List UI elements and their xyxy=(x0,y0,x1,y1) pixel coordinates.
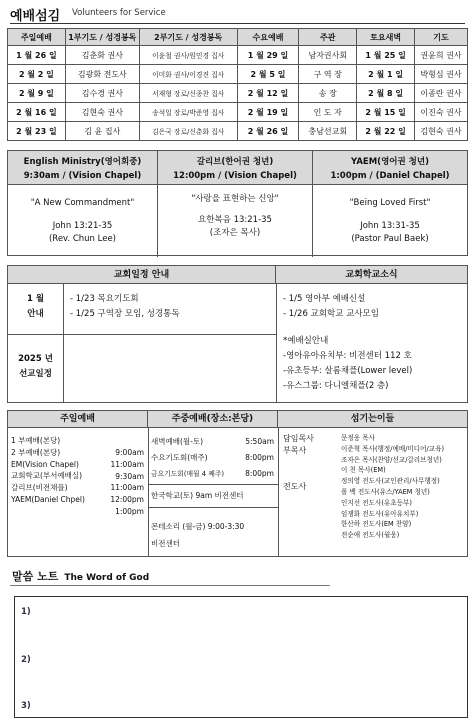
scripture-verse: 요한복음 13:21-35 xyxy=(198,215,272,225)
table-cell: 구 역 장 xyxy=(299,65,357,84)
staff-name: 폴 백 전도사(유스/YAEM 청년) xyxy=(341,487,430,496)
table-cell: 2 월 9 일 xyxy=(8,84,66,103)
table-cell: 2 월 22 일 xyxy=(357,122,415,141)
preacher: (Pastor Paul Baek) xyxy=(351,234,429,244)
service-entry: 갈리브(비전채플) xyxy=(11,483,68,493)
table-cell: 김 윤 집사 xyxy=(65,122,139,141)
service-galib xyxy=(158,151,313,257)
korean-school: 한국학교(토) 9am 비전센터 xyxy=(151,491,244,500)
table-cell: 2 월 8 일 xyxy=(357,84,415,103)
bulletin-header xyxy=(10,2,465,24)
services-panel xyxy=(7,150,468,256)
column-header: 주일예배 xyxy=(8,29,66,46)
table-row xyxy=(8,122,468,141)
table-cell: 인 도 자 xyxy=(299,103,357,122)
table-cell: 2 월 1 일 xyxy=(357,65,415,84)
table-cell: 서재형 장로/신종찬 집사 xyxy=(139,84,237,103)
weekday-service: 새벽예배(월-토) xyxy=(151,437,204,446)
service-time: 9:30am / (Vision Chapel) xyxy=(23,171,142,181)
service-entry: 1 부예배(본당) xyxy=(11,436,61,445)
weekday-row xyxy=(151,434,276,450)
preacher: (Rev. Chun Lee) xyxy=(48,234,116,244)
table-cell: 2 월 15 일 xyxy=(357,103,415,122)
divider xyxy=(63,284,64,402)
table-cell: 김은국 장로/신춘화 집사 xyxy=(139,122,237,141)
sermon-title: "사랑을 표현하는 신앙" xyxy=(191,194,279,204)
divider xyxy=(10,585,330,586)
montessori-location: 비전센터 xyxy=(151,539,180,548)
service-name: English Ministry(영어회중) xyxy=(23,157,142,167)
sermon-title: "A New Commandment" xyxy=(30,198,135,208)
table-row xyxy=(8,65,468,84)
staff-name: 문정웅 목사 xyxy=(341,434,375,442)
list-item: -유초등부: 살롬채플(Lower level) xyxy=(283,366,413,376)
service-entry: 교회학교(부서예배실) xyxy=(11,471,83,481)
table-cell: 2 월 19 일 xyxy=(237,103,299,122)
list-item: -유스그룹: 다니엘채플(2 층) xyxy=(283,381,389,391)
notes-title-english: The Word of God xyxy=(64,573,150,583)
divider xyxy=(8,334,276,335)
service-time: 1:00pm xyxy=(115,506,144,516)
month-label: 안내 xyxy=(27,309,44,319)
table-cell: 2 월 23 일 xyxy=(8,122,66,141)
column-header: 1부기도 / 성경봉독 xyxy=(65,29,139,46)
table-cell: 이미화 권사/이경진 집사 xyxy=(139,65,237,84)
staff-name: 이 천 목사(EM) xyxy=(341,466,386,475)
service-time: 1:00pm / (Daniel Chapel) xyxy=(330,171,450,181)
notes-title-bar xyxy=(12,568,149,584)
preacher: (조자은 목사) xyxy=(209,228,261,238)
table-cell: 이종란 권사 xyxy=(415,84,468,103)
table-cell: 2 월 12 일 xyxy=(237,84,299,103)
table-header-row xyxy=(8,29,468,46)
table-cell: 2 월 26 일 xyxy=(237,122,299,141)
service-entry: YAEM(Daniel Chpel) xyxy=(11,494,85,504)
column-header: 2부기도 / 성경봉독 xyxy=(139,29,237,46)
note-line-label: 1) xyxy=(21,607,31,617)
service-time: 11:00am xyxy=(110,459,144,469)
scripture-verse: John 13:31-35 xyxy=(360,221,420,231)
list-item: *예배실안내 xyxy=(283,336,329,346)
service-entry: EM(Vision Chapel) xyxy=(11,459,79,469)
volunteer-table xyxy=(7,28,468,141)
staff-name: 전순애 전도사(월웅) xyxy=(341,531,400,540)
staff-name: 조자은 목사(찬양/선교/갈리브청년) xyxy=(341,455,442,464)
column-header: 토요새벽 xyxy=(357,29,415,46)
staff-name: 한산하 전도사(EM 찬양) xyxy=(341,520,412,529)
year-label: 2025 년 xyxy=(18,354,53,364)
table-cell: 남자권사회 xyxy=(299,46,357,65)
table-cell: 1 월 29 일 xyxy=(237,46,299,65)
table-row xyxy=(8,103,468,122)
column-header: 수요예배 xyxy=(237,29,299,46)
table-cell: 권윤희 권사 xyxy=(415,46,468,65)
service-time: 12:00pm xyxy=(110,495,144,505)
worship-schedule-panel xyxy=(7,410,468,557)
service-entry: 2 부예배(본당) xyxy=(11,447,61,457)
service-time: 9:00am xyxy=(115,448,144,457)
list-item: - 1/25 구역장 모임, 성경통독 xyxy=(70,309,180,319)
list-item: - 1/5 영아부 예배신설 xyxy=(283,294,366,304)
notes-title: 말씀 노트 xyxy=(12,570,59,583)
table-cell: 김광화 전도사 xyxy=(65,65,139,84)
page-title: 예배섬김 xyxy=(10,9,61,24)
staff-role: 전도사 xyxy=(283,482,307,491)
weekday-row xyxy=(151,466,276,482)
staff-title: 섬기는이들 xyxy=(278,411,467,428)
month-label: 1 월 xyxy=(26,294,45,304)
divider xyxy=(276,284,277,402)
note-line-label: 2) xyxy=(21,655,31,665)
table-row xyxy=(8,84,468,103)
weekday-time: 8:00pm xyxy=(245,453,274,462)
weekday-row xyxy=(151,450,276,466)
school-news-title: 교회학교소식 xyxy=(276,266,467,284)
service-yaem xyxy=(313,151,467,257)
table-cell: 김춘화 권사 xyxy=(65,46,139,65)
table-cell: 2 월 2 일 xyxy=(8,65,66,84)
year-label: 선교일정 xyxy=(19,369,52,379)
note-line-label: 3) xyxy=(21,701,31,711)
church-calendar-panel xyxy=(7,265,468,403)
staff-name: 이준혁 목사(행정/예배/미디어/교육) xyxy=(341,444,445,453)
sermon-title: "Being Loved First" xyxy=(349,198,431,208)
weekday-time: 8:00pm xyxy=(245,469,274,478)
service-time: 9:30am xyxy=(115,471,144,481)
divider xyxy=(148,428,149,556)
staff-role: 담임목사 xyxy=(283,434,314,443)
table-cell: 1 월 25 일 xyxy=(357,46,415,65)
divider xyxy=(148,507,278,508)
service-time: 11:00am xyxy=(110,483,144,493)
weekday-service: 수요기도회(매주) xyxy=(151,453,208,462)
table-cell: 2 월 5 일 xyxy=(237,65,299,84)
divider xyxy=(278,428,279,556)
scripture-verse: John 13:21-35 xyxy=(52,221,113,231)
page-subtitle: Volunteers for Service xyxy=(72,8,166,18)
service-time: 12:00pm / (Vision Chapel) xyxy=(173,171,297,181)
table-cell: 박형심 권사 xyxy=(415,65,468,84)
service-name: YAEM(영어권 청년) xyxy=(351,157,429,167)
table-cell: 충남선교회 xyxy=(299,122,357,141)
montessori: 몬테소리 (월-금) 9:00-3:30 xyxy=(151,522,245,531)
column-header: 주관 xyxy=(299,29,357,46)
table-row xyxy=(8,46,468,65)
table-cell: 김수경 권사 xyxy=(65,84,139,103)
sunday-title: 주일예배 xyxy=(8,411,148,428)
weekday-service: 금요기도회(매월 4 째주) xyxy=(151,470,225,478)
sermon-notes-box[interactable] xyxy=(14,596,468,718)
service-name: 갈리브(한어권 청년) xyxy=(196,157,274,167)
staff-name: 인지선 전도사(유초등부) xyxy=(341,498,412,507)
list-item: - 1/23 목요기도회 xyxy=(70,294,139,304)
table-cell: 김현숙 권사 xyxy=(415,122,468,141)
staff-name: 임쟁화 전도사(유아유치부) xyxy=(341,509,419,518)
table-cell: 2 월 16 일 xyxy=(8,103,66,122)
divider xyxy=(148,484,278,485)
calendar-title: 교회일정 안내 xyxy=(8,266,276,284)
table-cell: 김현숙 권사 xyxy=(65,103,139,122)
weekday-title: 주중예배(장소:본당) xyxy=(148,411,278,428)
table-cell: 이진숙 권사 xyxy=(415,103,468,122)
table-cell: 송석일 장로/박준영 집사 xyxy=(139,103,237,122)
staff-name: 정의영 전도사(교인관리/사무행정) xyxy=(341,477,440,486)
weekday-time: 5:50am xyxy=(245,437,274,446)
column-header: 기도 xyxy=(415,29,468,46)
list-item: - 1/26 교회학교 교사모임 xyxy=(283,309,379,319)
table-cell: 이윤철 권사/원민경 집사 xyxy=(139,46,237,65)
service-english-ministry xyxy=(8,151,158,257)
table-cell: 1 월 26 일 xyxy=(8,46,66,65)
table-cell: 송 장 xyxy=(299,84,357,103)
list-item: -영아유아유치부: 비전센터 112 호 xyxy=(283,351,412,361)
staff-role: 부목사 xyxy=(283,446,307,455)
